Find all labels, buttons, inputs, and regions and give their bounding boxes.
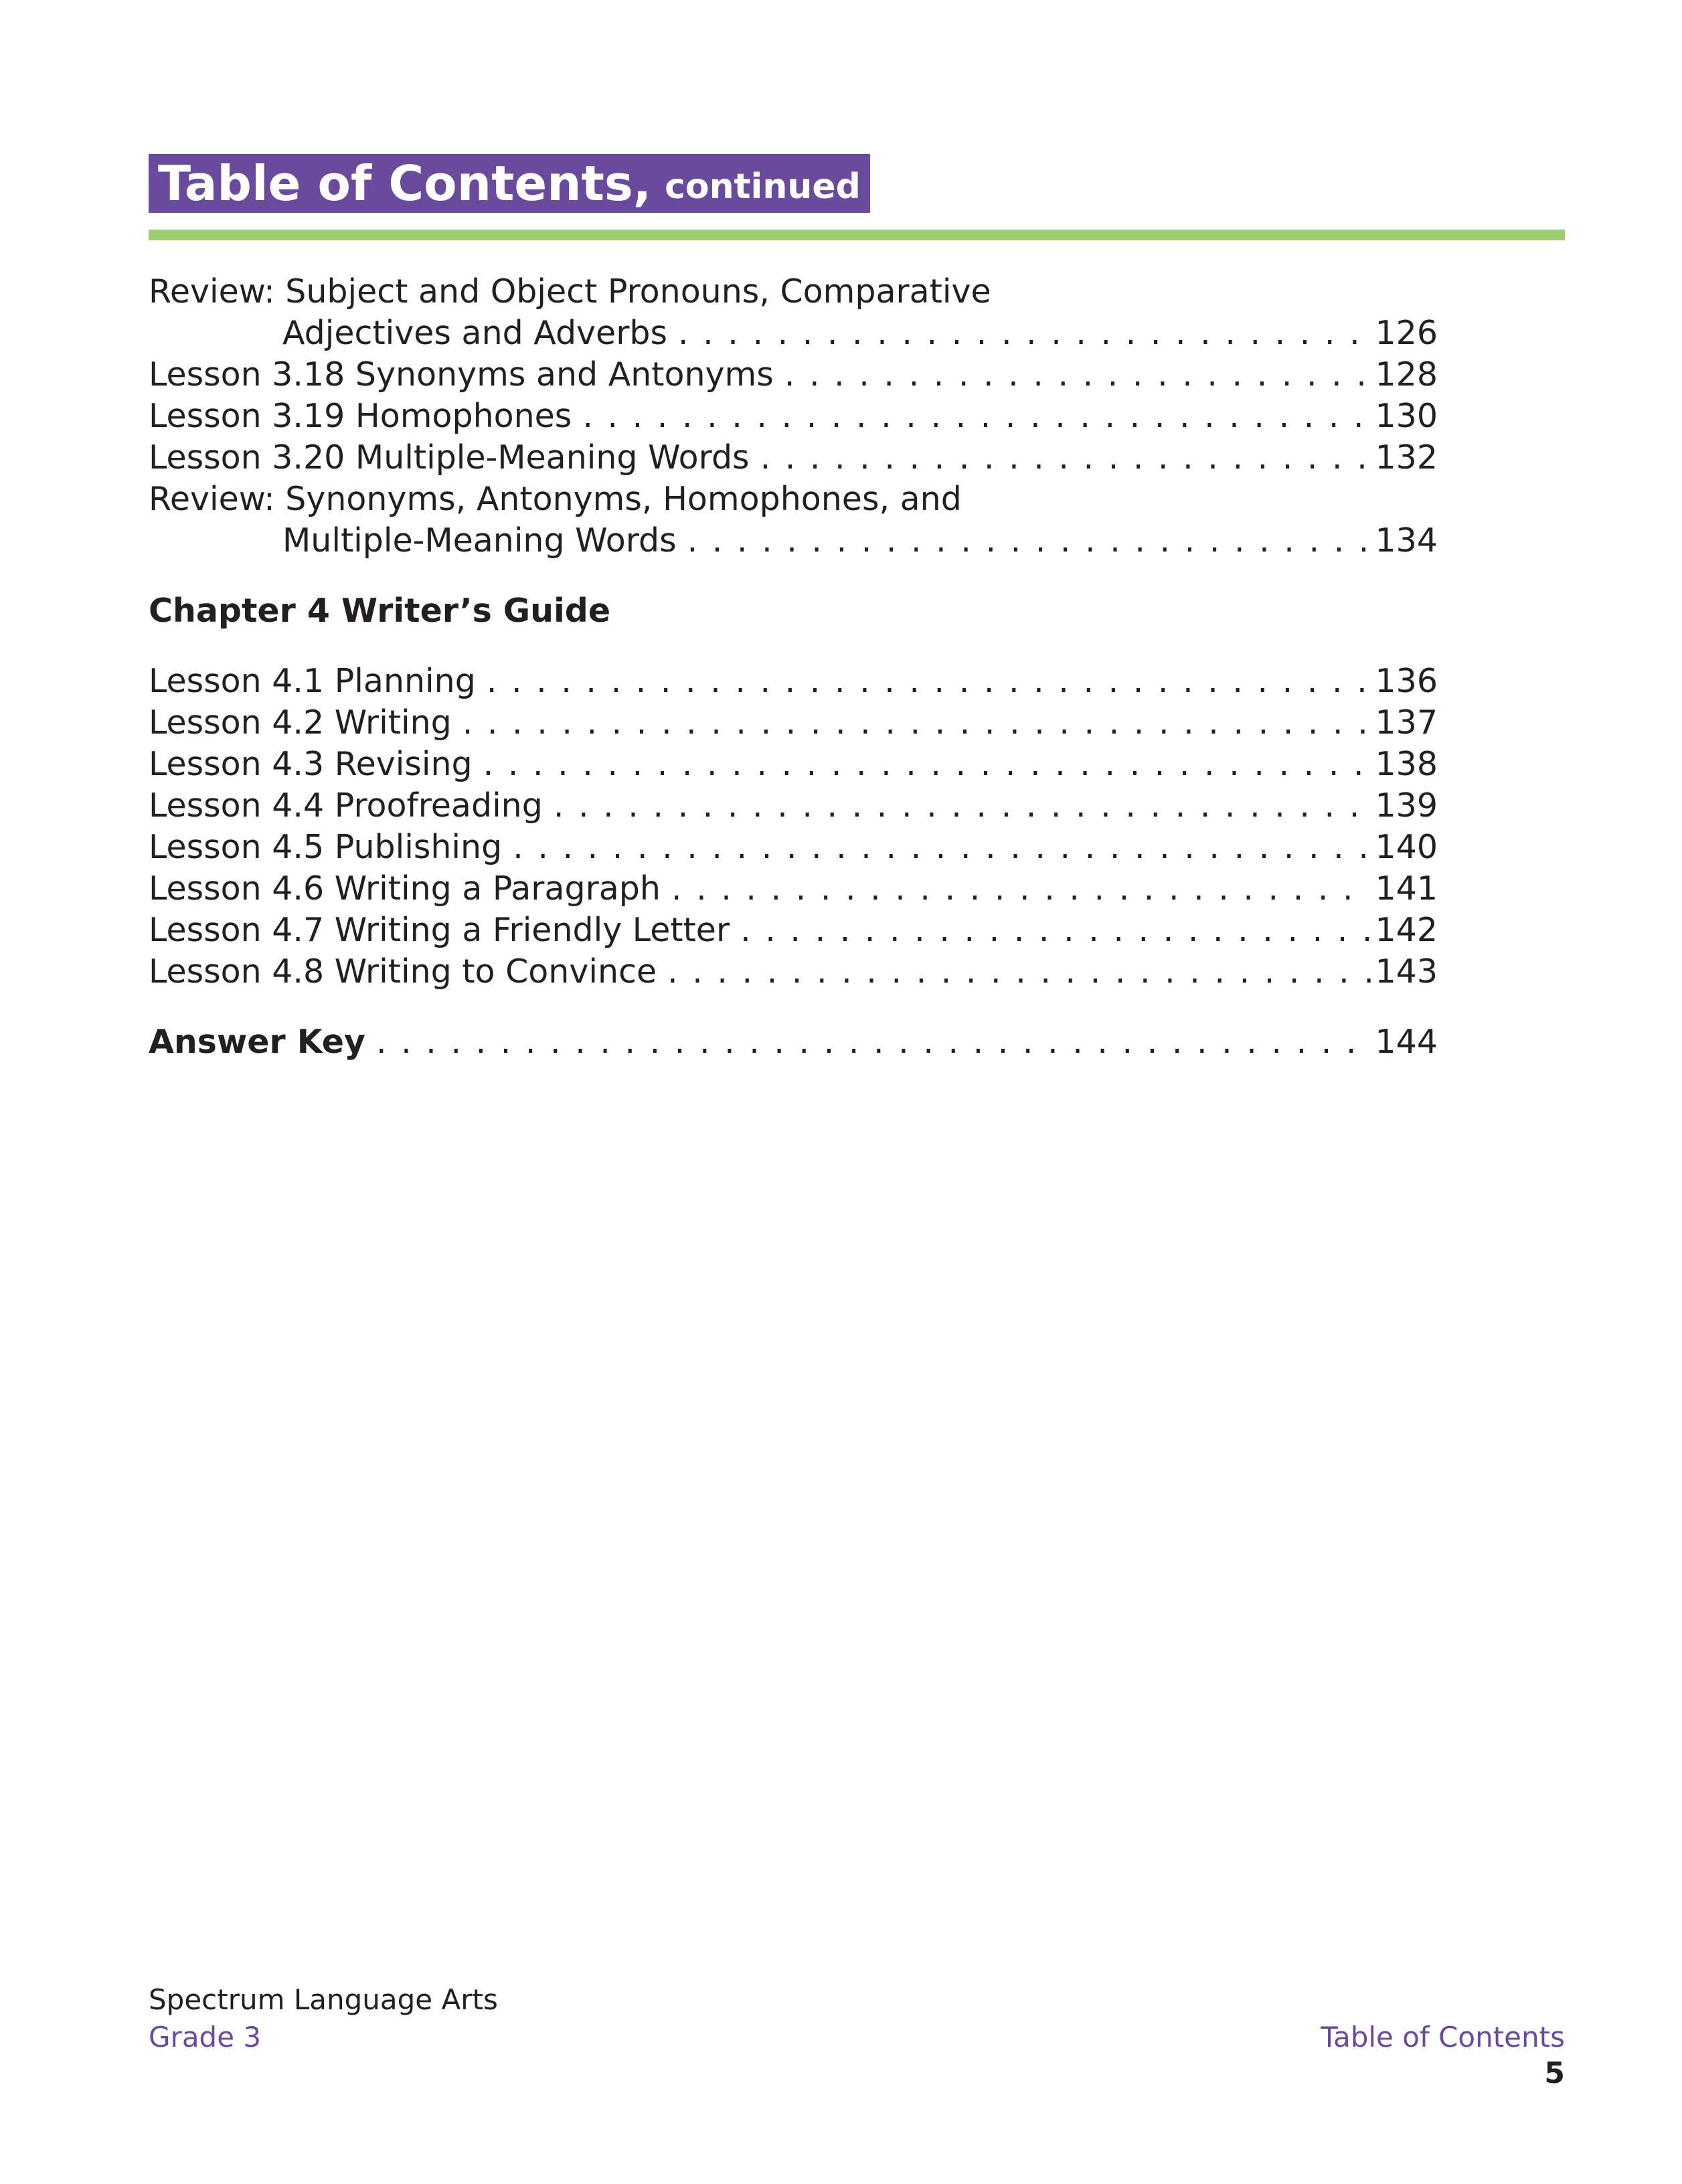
toc-entry-page: 139	[1375, 786, 1438, 825]
footer-section: Table of Contents	[1321, 2021, 1565, 2053]
toc-entry[interactable]	[149, 951, 1438, 993]
dot-leader	[376, 1021, 1371, 1063]
toc-review-line1: Review: Synonyms, Antonyms, Homophones, and	[149, 480, 962, 518]
dot-leader	[760, 437, 1371, 479]
dot-leader	[784, 354, 1371, 396]
dot-leader	[513, 827, 1371, 868]
toc-entry-page: 130	[1375, 397, 1438, 435]
toc-entry[interactable]	[149, 785, 1438, 827]
dot-leader	[740, 910, 1371, 951]
toc-entry-page: 141	[1375, 869, 1438, 908]
toc-entry[interactable]	[149, 313, 1438, 354]
dot-leader	[671, 868, 1371, 910]
toc-entry[interactable]	[149, 868, 1438, 910]
toc-entry-page: 136	[1375, 662, 1438, 700]
toc-entry[interactable]	[149, 396, 1438, 437]
dot-leader	[462, 702, 1371, 744]
toc-entry-page: 140	[1375, 828, 1438, 866]
toc-entry[interactable]	[149, 702, 1438, 744]
toc-entry-label: Multiple-Meaning Words	[282, 521, 677, 560]
toc-entry-page: 138	[1375, 745, 1438, 783]
toc-review-line1: Review: Subject and Object Pronouns, Comparative	[149, 272, 991, 311]
toc-entry-page: 137	[1375, 703, 1438, 742]
toc-entry-page: 142	[1375, 911, 1438, 949]
toc-entry[interactable]	[149, 520, 1438, 562]
toc-entry-label: Lesson 3.18 Synonyms and Antonyms	[149, 355, 774, 394]
toc-entry-label: Lesson 4.3 Revising	[149, 745, 473, 783]
toc-entry-label: Lesson 4.5 Publishing	[149, 828, 503, 866]
toc-entry-label: Lesson 4.6 Writing a Paragraph	[149, 869, 661, 908]
toc-entry-label: Adjectives and Adverbs	[282, 314, 667, 352]
page-title: Table of Contents,	[158, 155, 652, 212]
toc-entry-label: Lesson 4.8 Writing to Convince	[149, 952, 657, 991]
dot-leader	[483, 744, 1371, 785]
toc-entry-page: 132	[1375, 438, 1438, 477]
table-of-contents	[149, 271, 1438, 1063]
dot-leader	[554, 785, 1371, 827]
footer-book-title: Spectrum Language Arts	[149, 1983, 498, 2016]
toc-entry-page: 128	[1375, 355, 1438, 394]
toc-entry-label: Lesson 3.19 Homophones	[149, 397, 572, 435]
dot-leader	[582, 396, 1371, 437]
toc-entry-label: Answer Key	[149, 1023, 365, 1061]
dot-leader	[678, 313, 1371, 354]
toc-entry-answer-key[interactable]	[149, 1021, 1438, 1063]
toc-entry-page: 144	[1375, 1023, 1438, 1061]
spacer	[149, 993, 1438, 1021]
chapter-heading: Chapter 4 Writer’s Guide	[149, 592, 611, 630]
toc-entry-label: Lesson 3.20 Multiple-Meaning Words	[149, 438, 750, 477]
footer-grade: Grade 3	[149, 2021, 262, 2053]
toc-entry[interactable]	[149, 354, 1438, 396]
toc-entry[interactable]	[149, 661, 1438, 702]
footer-book-info	[149, 1981, 498, 2056]
dot-leader	[687, 520, 1371, 562]
page-title-banner	[149, 154, 870, 213]
toc-entry-label: Lesson 4.4 Proofreading	[149, 786, 543, 825]
toc-entry-page: 134	[1375, 521, 1438, 560]
toc-entry[interactable]	[149, 744, 1438, 785]
toc-entry-label: Lesson 4.7 Writing a Friendly Letter	[149, 911, 730, 949]
header-divider	[149, 230, 1565, 240]
toc-entry-label: Lesson 4.2 Writing	[149, 703, 452, 742]
dot-leader	[487, 661, 1371, 702]
toc-entry-page: 143	[1375, 952, 1438, 991]
dot-leader	[667, 951, 1371, 993]
toc-entry-label: Lesson 4.1 Planning	[149, 662, 476, 700]
toc-entry[interactable]	[149, 827, 1438, 868]
toc-entry[interactable]	[149, 910, 1438, 951]
toc-entry[interactable]	[149, 437, 1438, 479]
toc-entry-page: 126	[1375, 314, 1438, 352]
page-number: 5	[1544, 2056, 1565, 2090]
page-title-continued: continued	[665, 167, 861, 207]
